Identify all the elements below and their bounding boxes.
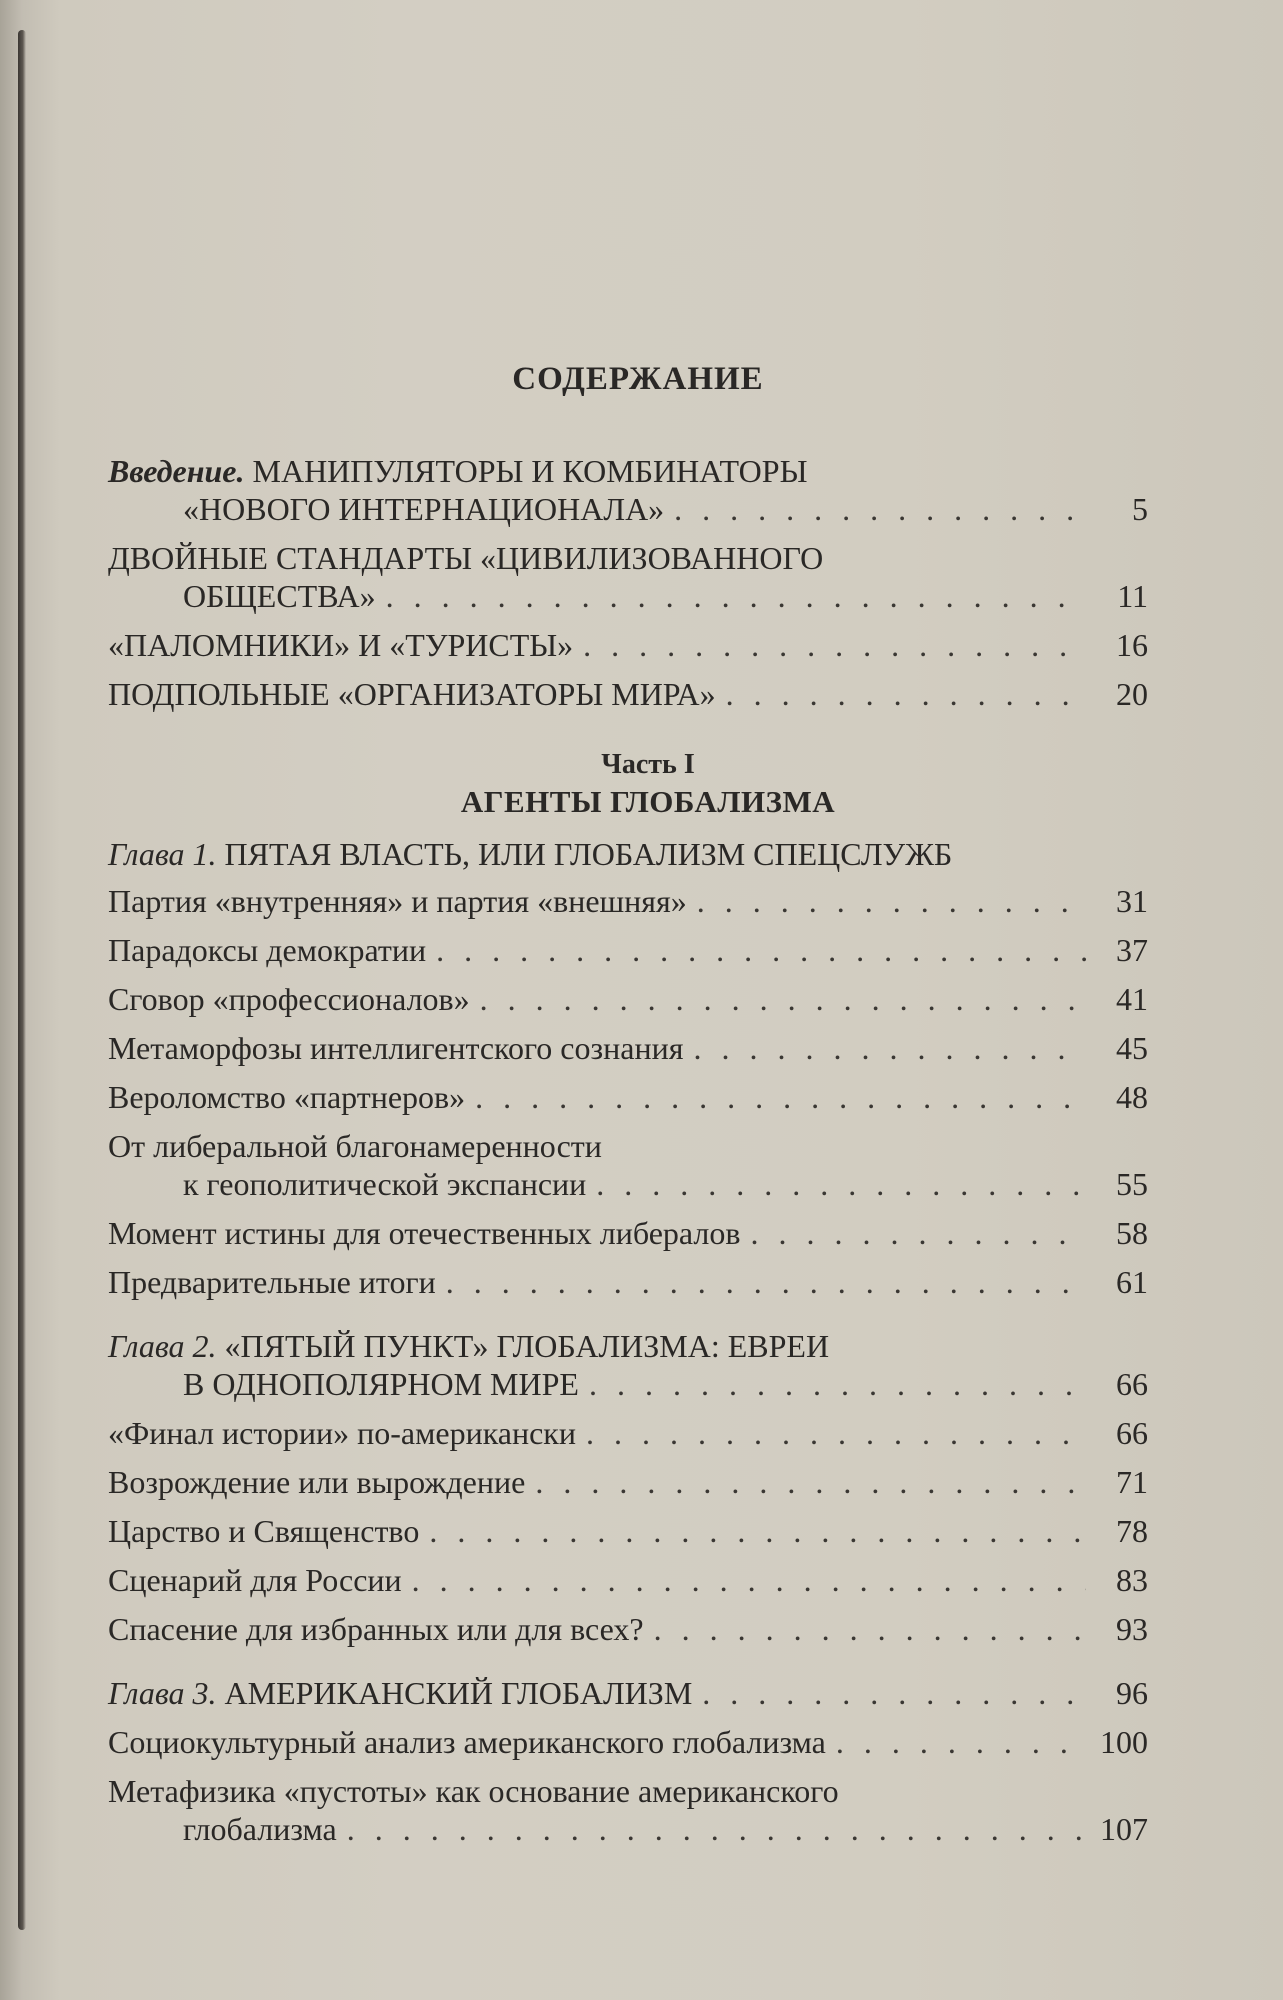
dot-leader [836, 1723, 1086, 1761]
chapter-title: АМЕРИКАНСКИЙ ГЛОБАЛИЗМ [224, 1675, 693, 1711]
page-number: 31 [1116, 883, 1148, 919]
entry-title: Партия «внутренняя» и партия «внешняя» [108, 883, 687, 919]
toc-entry [108, 539, 1148, 615]
chapter-lead: Глава 3. [108, 1675, 217, 1711]
toc-entry [108, 1414, 1148, 1452]
toc-entry [108, 1127, 1148, 1203]
entry-title-line1: Метафизика «пустоты» как основание американского [108, 1773, 839, 1809]
page-number: 83 [1116, 1562, 1148, 1598]
entry-title-line2: ОБЩЕСТВА» [183, 578, 376, 614]
dot-leader [480, 980, 1086, 1018]
toc-entry [108, 1029, 1148, 1067]
entry-title: Возрождение или вырождение [108, 1464, 526, 1500]
chapter-1-heading [108, 835, 1148, 873]
intro-title-line1: МАНИПУЛЯТОРЫ И КОМБИНАТОРЫ [252, 453, 808, 489]
page-number: 20 [1116, 676, 1148, 712]
page-number: 5 [1132, 491, 1148, 527]
toc-entry [108, 1078, 1148, 1116]
page-number: 37 [1116, 932, 1148, 968]
page-number: 45 [1116, 1030, 1148, 1066]
dot-leader [429, 1512, 1086, 1550]
toc-entry [108, 1610, 1148, 1648]
entry-title: Парадоксы демократии [108, 932, 427, 968]
page-number: 41 [1116, 981, 1148, 1017]
entry-title: «Финал истории» по-американски [108, 1415, 576, 1451]
entry-title: Царство и Священство [108, 1513, 420, 1549]
dot-leader [702, 1674, 1086, 1712]
entry-title: Предварительные итоги [108, 1264, 436, 1300]
dot-leader [589, 1365, 1086, 1403]
book-spine-shadow [18, 30, 26, 1930]
page-number: 100 [1100, 1724, 1148, 1760]
chapter-title-line2: В ОДНОПОЛЯРНОМ МИРЕ [183, 1366, 579, 1402]
chapter-2-heading [108, 1327, 1148, 1403]
page-number: 55 [1116, 1166, 1148, 1202]
dot-leader [697, 882, 1086, 920]
entry-title: Сговор «профессионалов» [108, 981, 470, 1017]
toc-entry [108, 980, 1148, 1018]
page-number: 93 [1116, 1611, 1148, 1647]
dot-leader [750, 1214, 1086, 1252]
entry-title: Момент истины для отечественных либералов [108, 1215, 741, 1251]
part-title: АГЕНТЫ ГЛОБАЛИЗМА [460, 784, 836, 819]
page-number: 66 [1116, 1415, 1148, 1451]
dot-leader [726, 675, 1086, 713]
part-number: Часть I [601, 749, 695, 780]
dot-leader [436, 931, 1086, 969]
dot-leader [583, 626, 1086, 664]
toc-entry [108, 1463, 1148, 1501]
toc-entry [108, 1561, 1148, 1599]
page-number: 107 [1100, 1811, 1148, 1847]
table-of-contents [108, 360, 1148, 1859]
toc-entry [108, 1214, 1148, 1252]
chapter-3-heading [108, 1674, 1148, 1712]
page-number: 78 [1116, 1513, 1148, 1549]
chapter-title-line1: «ПЯТЫЙ ПУНКТ» ГЛОБАЛИЗМА: ЕВРЕИ [224, 1328, 830, 1364]
part-heading [108, 747, 1148, 821]
toc-entry [108, 626, 1148, 664]
toc-entry-intro [108, 452, 1148, 528]
entry-title: «ПАЛОМНИКИ» И «ТУРИСТЫ» [108, 627, 574, 663]
entry-title-line1: От либеральной благонамеренности [108, 1128, 602, 1164]
page-number: 11 [1117, 578, 1148, 614]
toc-entry [108, 1263, 1148, 1301]
intro-title-line2: «НОВОГО ИНТЕРНАЦИОНАЛА» [183, 491, 665, 527]
entry-title: Сценарий для России [108, 1562, 402, 1598]
dot-leader [347, 1810, 1086, 1848]
toc-title: СОДЕРЖАНИЕ [512, 361, 764, 397]
page-number: 66 [1116, 1366, 1148, 1402]
chapter-title: ПЯТАЯ ВЛАСТЬ, ИЛИ ГЛОБАЛИЗМ СПЕЦСЛУЖБ [224, 836, 953, 872]
toc-entry [108, 931, 1148, 969]
entry-title: Метаморфозы интеллигентского сознания [108, 1030, 684, 1066]
toc-entry [108, 1723, 1148, 1761]
toc-entry [108, 675, 1148, 713]
dot-leader [412, 1561, 1086, 1599]
toc-entry [108, 882, 1148, 920]
entry-title-line2: глобализма [183, 1811, 337, 1847]
page-number: 16 [1116, 627, 1148, 663]
entry-title-line1: ДВОЙНЫЕ СТАНДАРТЫ «ЦИВИЛИЗОВАННОГО [108, 540, 824, 576]
dot-leader [535, 1463, 1086, 1501]
page-number: 71 [1116, 1464, 1148, 1500]
dot-leader [693, 1029, 1086, 1067]
page-number: 61 [1116, 1264, 1148, 1300]
page-number: 96 [1116, 1675, 1148, 1711]
entry-title: Спасение для избранных или для всех? [108, 1611, 644, 1647]
intro-lead: Введение. [108, 453, 245, 489]
dot-leader [475, 1078, 1086, 1116]
toc-entry [108, 1772, 1148, 1848]
entry-title: Социокультурный анализ американского глобализма [108, 1724, 826, 1760]
chapter-lead: Глава 1. [108, 836, 217, 872]
chapter-lead: Глава 2. [108, 1328, 217, 1364]
entry-title-line2: к геополитической экспансии [183, 1166, 587, 1202]
page-number: 48 [1116, 1079, 1148, 1115]
entry-title: Вероломство «партнеров» [108, 1079, 466, 1115]
dot-leader [446, 1263, 1086, 1301]
dot-leader [654, 1610, 1086, 1648]
page-number: 58 [1116, 1215, 1148, 1251]
entry-title: ПОДПОЛЬНЫЕ «ОРГАНИЗАТОРЫ МИРА» [108, 676, 716, 712]
dot-leader [586, 1414, 1086, 1452]
dot-leader [596, 1165, 1086, 1203]
toc-entry [108, 1512, 1148, 1550]
dot-leader [386, 577, 1086, 615]
dot-leader [674, 490, 1086, 528]
